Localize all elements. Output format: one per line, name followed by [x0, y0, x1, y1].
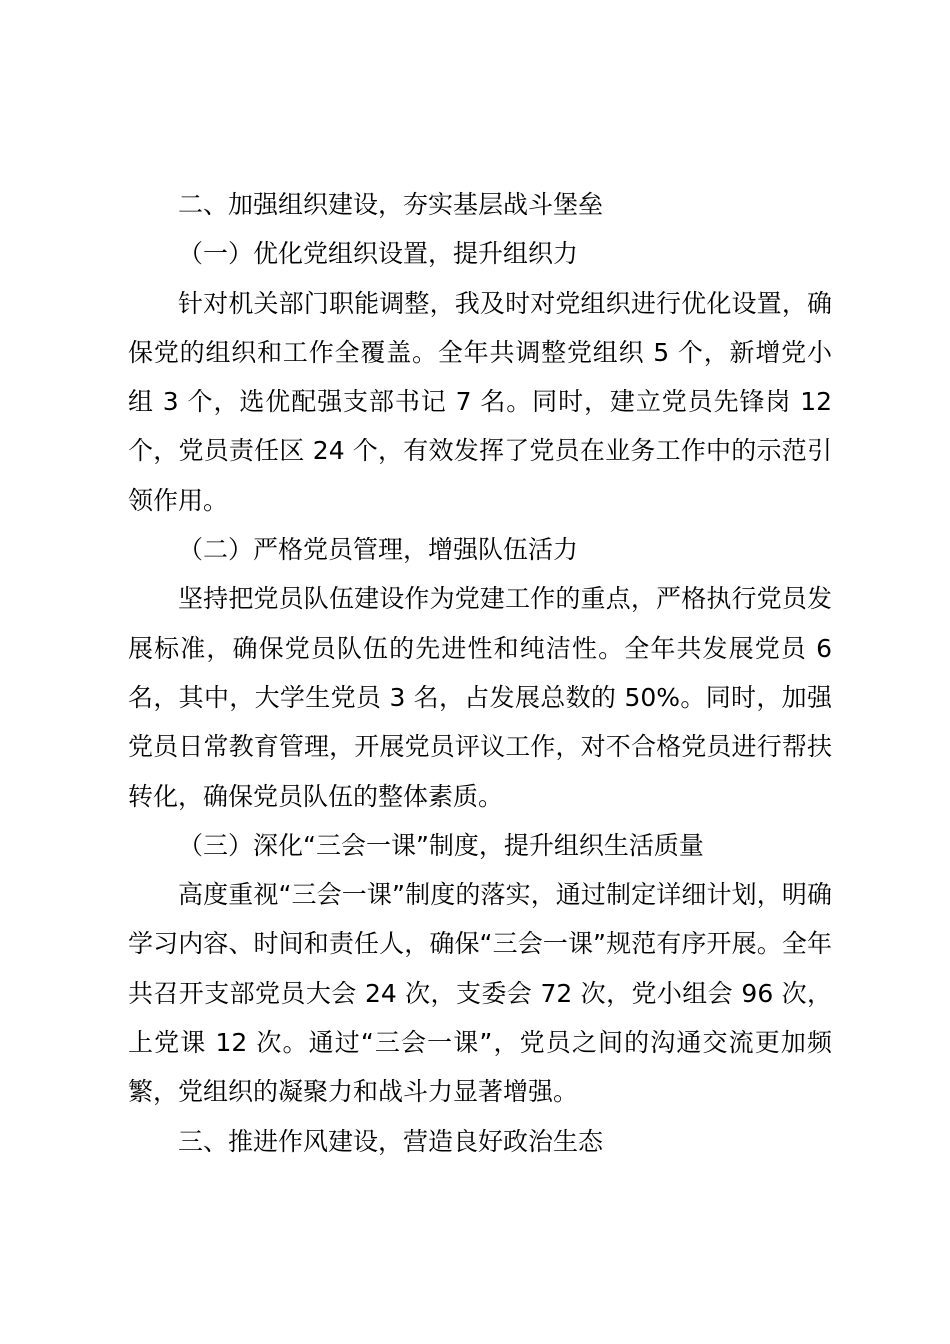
subsection-heading-2: （二）严格党员管理，增强队伍活力: [178, 535, 579, 565]
document-body: [128, 180, 832, 1166]
section-heading-3: 三、推进作风建设，营造良好政治生态: [178, 1126, 604, 1156]
body-paragraph-1: 针对机关部门职能调整，我及时对党组织进行优化设置，确保党的组织和工作全覆盖。全年共调整党组织 5 个，新增党小组 3 个，选优配强支部书记 7 名。同时，建立党员先锋岗 12 个，党员责任区 24 个，有效发挥了党员在业务工作中的示范引领作用。: [128, 288, 832, 515]
body-paragraph-2: 坚持把党员队伍建设作为党建工作的重点，严格执行党员发展标准，确保党员队伍的先进性和纯洁性。全年共发展党员 6 名，其中，大学生党员 3 名，占发展总数的 50%。同时，加强党员日常教育管理，开展党员评议工作，对不合格党员进行帮扶转化，确保党员队伍的整体素质。: [128, 584, 832, 811]
body-paragraph-3: 高度重视“三会一课”制度的落实，通过制定详细计划，明确学习内容、时间和责任人，确保“三会一课”规范有序开展。全年共召开支部党员大会 24 次，支委会 72 次，党小组会 96 次，上党课 12 次。通过“三会一课”，党员之间的沟通交流更加频繁，党组织的凝聚力和战斗力显著增强。: [128, 880, 832, 1107]
subsection-heading-1: （一）优化党组织设置，提升组织力: [178, 239, 579, 269]
subsection-heading-3: （三）深化“三会一课”制度，提升组织生活质量: [178, 830, 704, 860]
section-heading-2: 二、加强组织建设，夯实基层战斗堡垒: [178, 190, 604, 219]
